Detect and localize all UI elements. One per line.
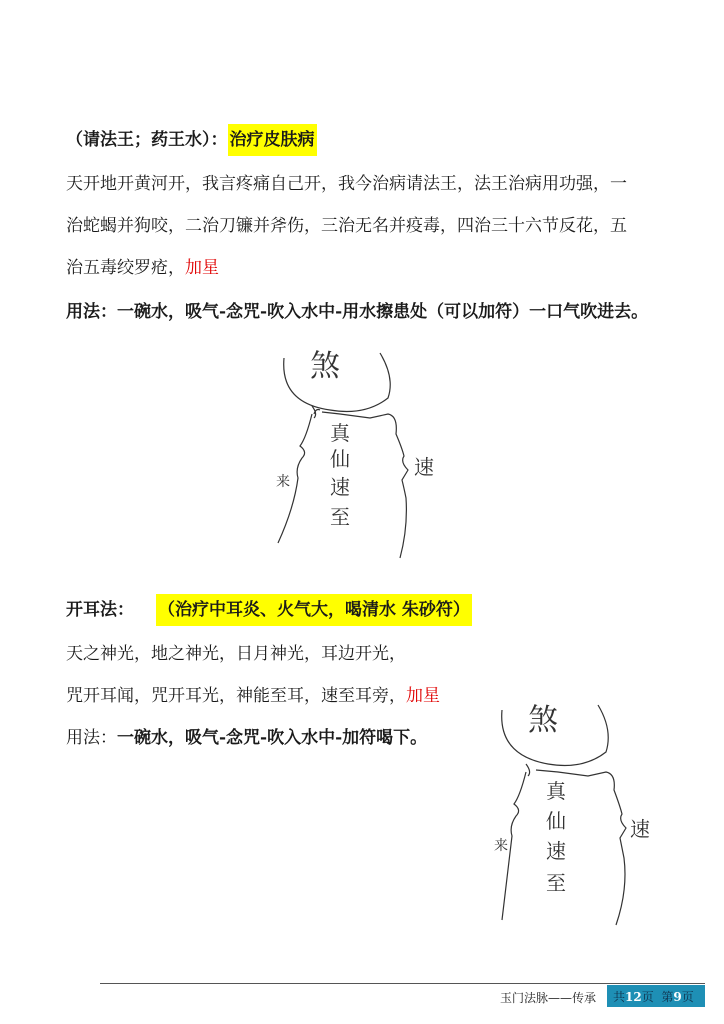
footer-page-suffix: 页	[681, 990, 694, 1004]
talisman-1-center-1: 真	[330, 421, 350, 445]
section2-body2: 咒开耳闻，咒开耳光，神能至耳，速至耳旁，	[66, 686, 406, 706]
section1-body-line-3	[66, 256, 219, 280]
talisman-1-top-char: 煞	[310, 349, 340, 384]
section1-title-prefix: （请法王；药王水）：	[66, 130, 228, 150]
section1-usage: 用法：一碗水，吸气-念咒-吹入水中-用水擦患处（可以加符）一口气吹进去。	[66, 302, 649, 322]
section1-title	[66, 128, 317, 152]
footer-total: 12	[625, 990, 642, 1004]
section2-body-line-1: 天之神光，地之神光，日月神光，耳边开光，	[66, 644, 406, 664]
section1-body-line-1: 天开地开黄河开，我言疼痛自己开，我今治病请法王，法王治病用功强，一	[66, 174, 627, 194]
talisman-2-center-4: 至	[546, 871, 566, 895]
section2-title	[66, 598, 472, 622]
talisman-2-left-char: 来	[494, 838, 508, 854]
section2-usage	[66, 726, 427, 750]
section2-usage-prefix: 用法：	[66, 728, 117, 748]
section1-add-star: 加星	[185, 258, 219, 278]
section2-title-prefix: 开耳法：	[66, 600, 134, 620]
talisman-1-center-2: 仙	[330, 447, 350, 471]
section2-add-star: 加星	[406, 686, 440, 706]
footer-title: 玉门法脉——传承	[500, 991, 597, 1005]
talisman-2-right-char: 速	[630, 817, 650, 841]
section2-body-line-2	[66, 684, 440, 708]
footer-page-number: 9	[673, 990, 682, 1004]
footer-total-prefix: 共	[613, 990, 626, 1004]
footer-rule	[100, 983, 705, 984]
section2-usage-text: 一碗水，吸气-念咒-吹入水中-加符喝下。	[117, 728, 428, 748]
footer-page-prefix: 第	[661, 990, 674, 1004]
talisman-2-center-3: 速	[546, 839, 566, 863]
talisman-1-left-char: 来	[276, 474, 290, 490]
footer-page-info	[613, 989, 694, 1005]
section1-body-last: 治五毒绞罗疮，	[66, 258, 185, 278]
talisman-1-right-char: 速	[414, 455, 434, 479]
section1-title-highlight: 治疗皮肤病	[228, 124, 317, 156]
talisman-2-center-2: 仙	[546, 809, 566, 833]
talisman-2-top-char: 煞	[528, 703, 558, 738]
section1-body-line-2: 治蛇蝎并狗咬，二治刀镰并斧伤，三治无名并疫毒，四治三十六节反花，五	[66, 216, 627, 236]
footer-page-box	[607, 985, 705, 1007]
talisman-2-center-1: 真	[546, 779, 566, 803]
talisman-1-center-3: 速	[330, 475, 350, 499]
talisman-drawing-2	[488, 690, 668, 930]
talisman-1-center-4: 至	[330, 505, 350, 529]
section2-title-highlight: （治疗中耳炎、火气大，喝清水 朱砂符）	[156, 594, 472, 626]
footer-total-suffix: 页	[641, 990, 654, 1004]
talisman-drawing-1	[270, 338, 450, 568]
